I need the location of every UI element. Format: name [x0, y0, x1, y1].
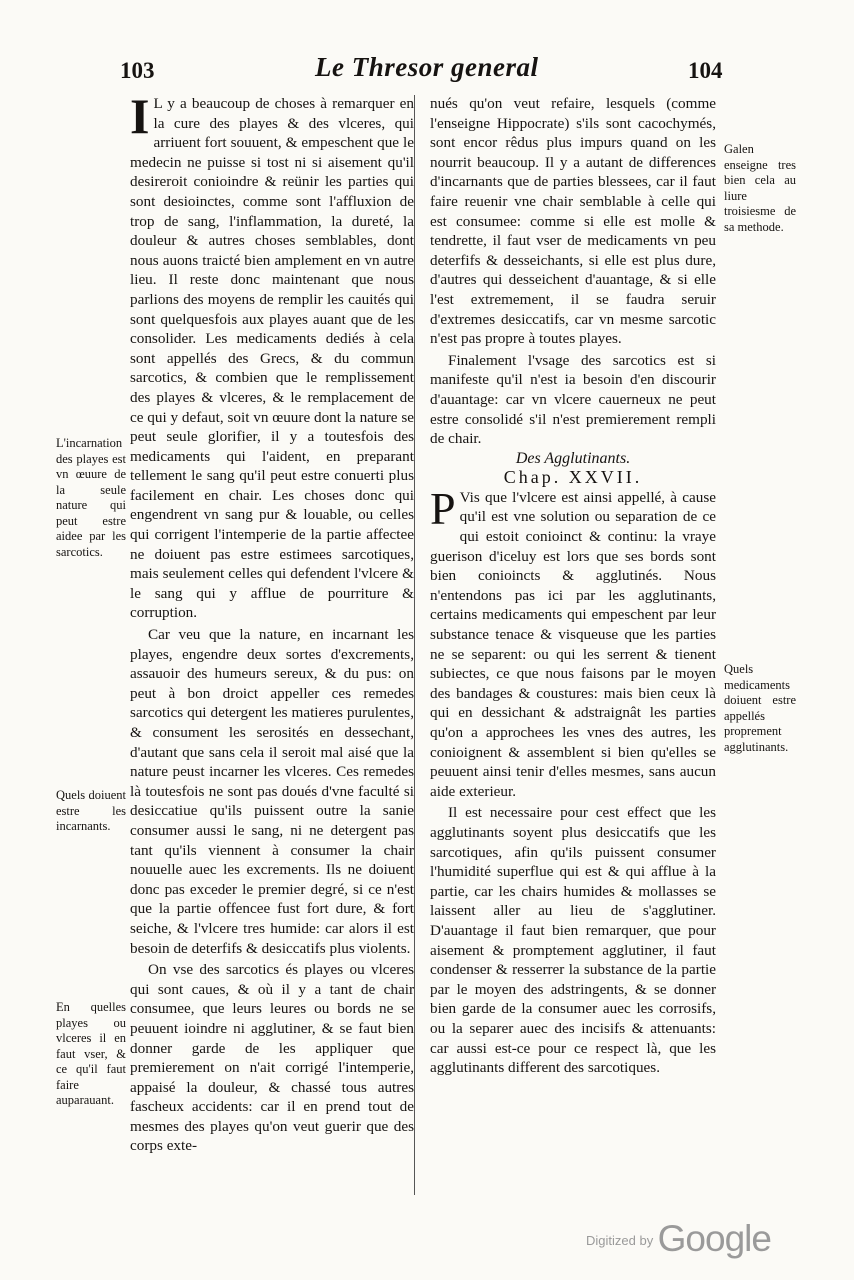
drop-cap-p: P [430, 482, 456, 534]
left-paragraph-3: On vse des sarcotics és playes ou vlceres qui sont caues, & où il y a tant de chair consumee, que leurs leures ou bords ne se peuuent ioindre ni agglutiner, & se faut bien donner garde de les appliquer que premierement on n'ait corrigé l'intemperie, appaisé la douleur, & chassé tous autres fascheux accidents: car il en prend tout de mesmes des playes qu'on veut guerir que des corps exte- [130, 961, 414, 1155]
right-page-number: 104 [688, 58, 723, 83]
section-subheading: Des Agglutinants. [515, 449, 631, 467]
right-column [430, 94, 716, 1078]
left-page-number: 103 [120, 58, 155, 83]
page-title: Le Thresor general [315, 52, 539, 82]
drop-cap-i: I [130, 88, 150, 144]
margin-note-playes: En quelles playes ou vlceres il en faut vser, & ce qu'il faut faire auparauant. [56, 1000, 126, 1107]
chapter-heading: Chap. XXVII. [503, 467, 643, 488]
google-logo: Google [657, 1218, 771, 1259]
left-paragraph-2: Car veu que la nature, en incarnant les playes, engendre deux sortes d'excrements, assauoir des humeurs sereux, & du pus: on peut à bon droict appeller ces remedes sarcotics qui detergent les matieres purulentes, & consument les serosités en dessechant, d'autant que sans cela il seroit mal aisé que la nature peust incarner les vlceres. Ces remedes là toutesfois ne sont pas doués d'vne faculté si desiccatiue qu'ils puissent outre la sanie consumer aussi le sang, ni ne detergent pas tant qu'ils viennent à consumer la chair nouuelle auec les excrements. Ils ne doiuent donc pas exceder le premier degré, si ce n'est que la partie offencee fust fort dure, & fort seiche, & l'vlcere tres humide: car alors il est besoin de deterfifs & desiccatifs plus violents. [130, 626, 414, 957]
right-paragraph-2: Finalement l'vsage des sarcotics est si manifeste qu'il n'est ia besoin d'en discourir d'auantage: car vn vlcere cauerneux ne peut estre consolidé s'il n'est premierement rempli de chair. [430, 351, 716, 448]
right-paragraph-1: nués qu'on veut refaire, lesquels (comme l'enseigne Hippocrate) s'ils sont cacochymés, sont encor rêdus plus impurs quand on les nourrit beaucoup. Il y a autant de differences d'incarnants que de parties blessees, car il faut faire reuenir vne chair semblable à celle qui est consumee: comme si elle est molle & tendrette, il faut vser de medicaments vn peu deterfifs & desseichants, si elle est plus dure, d'autres qui desseichent d'auantage, & si elle l'est extremement, il se faudra seruir d'extremes desiccatifs, car vn mesme sarcotic n'est pas propre à toutes playes. [430, 95, 716, 348]
left-column [130, 88, 414, 1156]
left-paragraph-1: I L y a beaucoup de choses à remarquer en la cure des playes & des vlceres, qui arriuent fort souuent, & empeschent que le medecin ne puisse si tost ni si aisement qu'il desireroit conioindre & reünir les parties qui sont desioinctes, comme sont l'affluxion de trop de sang, l'inflammation, la dureté, la douleur & autres choses semblables, dont nous auons traicté bien amplement en vn autre lieu. Il reste donc maintenant que nous parlions des moyens de remplir les cauités qui sont quelquesfois aux playes auant que de les consolider. Les medicaments dediés à cela sont appellés des Grecs, & du commun sarcotics, & combien que le remplissement des playes & vlceres, & le remplacement de ce qui y defaut, soit vn œuure dont la nature se peut seule glorifier, il y a toutesfois des medicaments qui l'aident, en preparant tellement le sang qu'il peut estre conuerti plus facilement en chair. Les choses donc qui engendrent vn sang pur & louable, ou celles qui corrigent l'intemperie de la partie affectee ne doiuent pas estre estimees sarcotiques, mais seulement celles qui defendent l'vlcere & le sang qui y afflue de pourriture & corruption. [130, 88, 414, 622]
margin-note-incarnation: L'incarnation des playes est vn œuure de la seule nature qui peut estre aidee par les sarcotics. [56, 436, 126, 559]
column-divider [414, 95, 415, 1195]
right-paragraph-3: P Vis que l'vlcere est ainsi appellé, à cause qu'il est vne solution ou separation de ce qui estoit conioinct & continu: la vraye guerison d'iceluy est lors que ses bords sont bien conioincts & agglutinés. Nous n'entendons pas ici par les agglutinants, certains medicaments qui empeschent par leur substance tenace & visqueuse que les parties ne se separent: ou qui les serrent & tienent subiectes, ce que nous faisons par le moyen des bandages & coustures: mais bien ceux là qui en dessichant & adstraignât les parties qu'on a approchees les vnes des autres, les conioignent & assemblent si bien qu'elles se peuuent ainsi tenir d'elles mesmes, sans aucun aide exterieur. [430, 482, 716, 800]
right-paragraph-4: Il est necessaire pour cest effect que les agglutinants soyent plus desiccatifs que les sarcotiques, afin qu'ils puissent consumer l'humidité superflue qui est & qui afflue à la partie, car les chairs humides & mollasses se laissent aller au lieu de s'agglutiner. D'auantage il faut bien remarquer, que pour aisement & promptement agglutiner, il faut condenser & resserrer la substance de la partie par le moyen des adstringents, & se donner bien garde de la consumer auec les corrosifs, ou la separer auec des incisifs & attenuants: car aussi est-ce pour ce respect là, que les agglutinants different des sarcotiques. [430, 804, 716, 1077]
google-watermark [586, 1218, 771, 1260]
margin-note-incarnants: Quels doiuent estre les incarnants. [56, 788, 126, 833]
margin-note-agglutinants: Quels medicaments doiuent estre appellés proprement agglutinants. [724, 662, 796, 754]
margin-note-galen: Galen enseigne tres bien cela au liure troisiesme de sa methode. [724, 142, 796, 234]
watermark-prefix: Digitized by [586, 1233, 654, 1248]
